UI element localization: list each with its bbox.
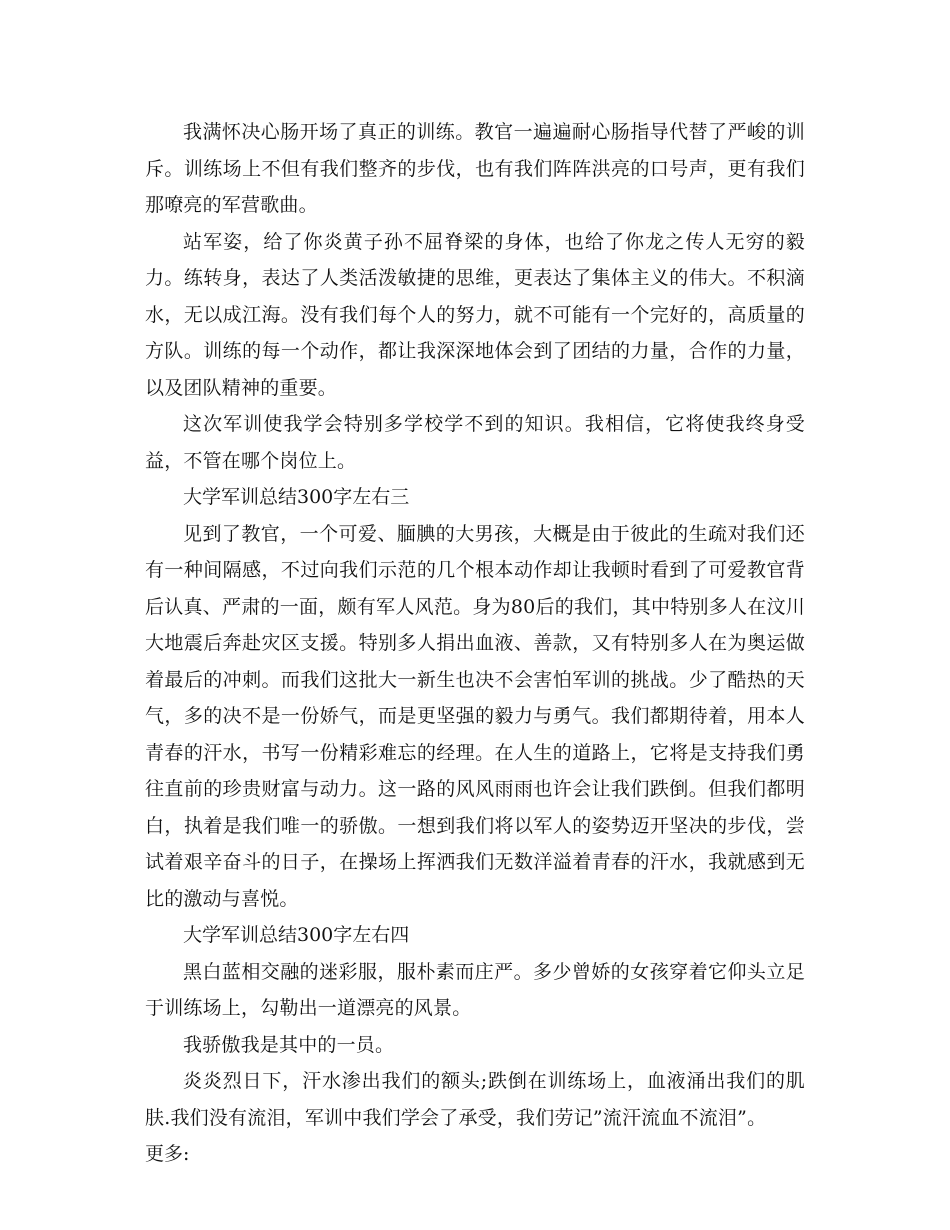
paragraph-meeting-instructor: 见到了教官，一个可爱、腼腆的大男孩，大概是由于彼此的生疏对我们还有一种间隔感，不过向我们示范的几个根本动作却让我顿时看到了可爱教官背后认真、严肃的一面，颇有军人风范。身为80后的我们，其中特别多人在汶川大地震后奔赴灾区支援。特别多人捐出血液、善款，又有特别多人在为奥运做着最后的冲刺。而我们这批大一新生也决不会害怕军训的挑战。少了酷热的天气，多的决不是一份娇气，而是更坚强的毅力与勇气。我们都期待着，用本人青春的汗水，书写一份精彩难忘的经理。在人生的道路上，它将是支持我们勇往直前的珍贵财富与动力。这一路的风风雨雨也许会让我们跌倒。但我们都明白，执着是我们唯一的骄傲。一想到我们将以军人的姿势迈开坚决的步伐，尝试着艰辛奋斗的日子，在操场上挥洒我们无数洋溢着青春的汗水，我就感到无比的激动与喜悦。 — [145, 522, 805, 910]
paragraph-training-start: 我满怀决心肠开场了真正的训练。教官一遍遍耐心肠指导代替了严峻的训斥。训练场上不但有我们整齐的步伐，也有我们阵阵洪亮的口号声，更有我们那嘹亮的军营歌曲。 — [145, 121, 805, 216]
section-heading-four: 大学军训总结300字左右四 — [183, 924, 410, 946]
paragraph-military-posture: 站军姿，给了你炎黄子孙不屈脊梁的身体，也给了你龙之传人无穷的毅力。练转身，表达了人类活泼敏捷的思维，更表达了集体主义的伟大。不积滴水，无以成江海。没有我们每个人的努力，就不可能有一个完好的，高质量的方队。训练的每一个动作，都让我深深地体会到了团结的力量，合作的力量，以及团队精神的重要。 — [145, 230, 805, 399]
paragraph-lifelong-benefit: 这次军训使我学会特别多学校学不到的知识。我相信，它将使我终身受益，不管在哪个岗位上。 — [145, 413, 805, 472]
paragraph-camouflage-uniform: 黑白蓝相交融的迷彩服，服朴素而庄严。多少曾娇的女孩穿着它仰头立足于训练场上，勾勒出一道漂亮的风景。 — [145, 960, 805, 1019]
more-label: 更多: — [145, 1143, 190, 1165]
paragraph-proud-member: 我骄傲我是其中的一员。 — [183, 1033, 395, 1056]
section-heading-three: 大学军训总结300字左右三 — [183, 486, 410, 508]
paragraph-sweat-not-tears: 炎炎烈日下，汗水渗出我们的额头;跌倒在训练场上，血液涌出我们的肌肤.我们没有流泪，军训中我们学会了承受，我们劳记”流汗流血不流泪”。 — [145, 1070, 805, 1129]
